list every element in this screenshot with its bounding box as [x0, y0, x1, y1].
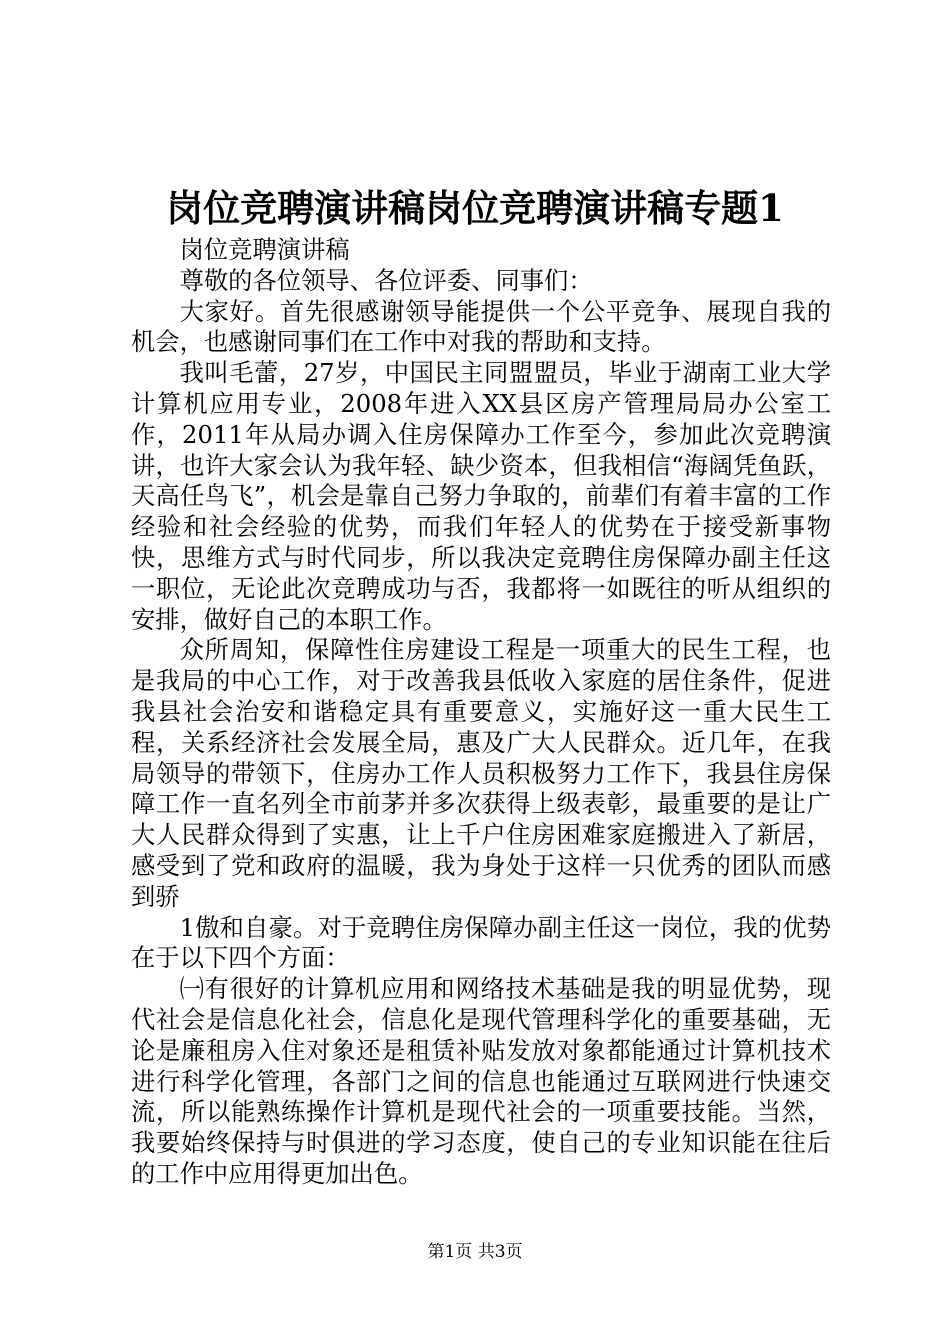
paragraph-advantages-intro: 1傲和自豪。对于竞聘住房保障办副主任这一岗位，我的优势在于以下四个方面：	[131, 912, 831, 973]
paragraph-salutation: 尊敬的各位领导、各位评委、同事们：	[179, 265, 593, 295]
document-body	[131, 235, 831, 1190]
paragraph-background: 众所周知，保障性住房建设工程是一项重大的民生工程，也是我局的中心工作，对于改善我县低收入家庭的居住条件，促进我县社会治安和谐稳定具有重要意义，实施好这一重大民生工程，关系经济社会发展全局，惠及广大人民群众。近几年，在我局领导的带领下，住房办工作人员积极努力工作下，我县住房保障工作一直名列全市前茅并多次获得上级表彰，最重要的是让广大人民群众得到了实惠，让上千户住房困难家庭搬进入了新居，感受到了党和政府的温暖，我为身处于这样一只优秀的团队而感到骄	[131, 635, 831, 911]
paragraph-introduction: 我叫毛蕾，27岁，中国民主同盟盟员，毕业于湖南工业大学计算机应用专业，2008年进入XX县区房产管理局局办公室工作，2011年从局办调入住房保障办工作至今，参加此次竞聘演讲，也许大家会认为我年轻、缺少资本，但我相信“海阔凭鱼跃，天高任鸟飞”，机会是靠自己努力争取的，前辈们有着丰富的工作经验和社会经验的优势，而我们年轻人的优势在于接受新事物快，思维方式与时代同步，所以我决定竞聘住房保障办副主任这一职位，无论此次竞聘成功与否，我都将一如既往的听从组织的安排，做好自己的本职工作。	[131, 358, 831, 634]
paragraph-advantage-one: ㈠有很好的计算机应用和网络技术基础是我的明显优势，现代社会是信息化社会，信息化是现代管理科学化的重要基础，无论是廉租房入住对象还是租赁补贴发放对象都能通过计算机技术进行科学化管理，各部门之间的信息也能通过互联网进行快速交流，所以能熟练操作计算机是现代社会的一项重要技能。当然，我要始终保持与时俱进的学习态度，使自己的专业知识能在往后的工作中应用得更加出色。	[131, 974, 831, 1188]
page-footer: 第1页 共3页	[427, 1242, 523, 1262]
document-title: 岗位竞聘演讲稿岗位竞聘演讲稿专题1	[166, 186, 784, 230]
paragraph-heading: 岗位竞聘演讲稿	[179, 235, 350, 264]
paragraph-greeting: 大家好。首先很感谢领导能提供一个公平竞争、展现自我的机会，也感谢同事们在工作中对我的帮助和支持。	[131, 296, 831, 357]
